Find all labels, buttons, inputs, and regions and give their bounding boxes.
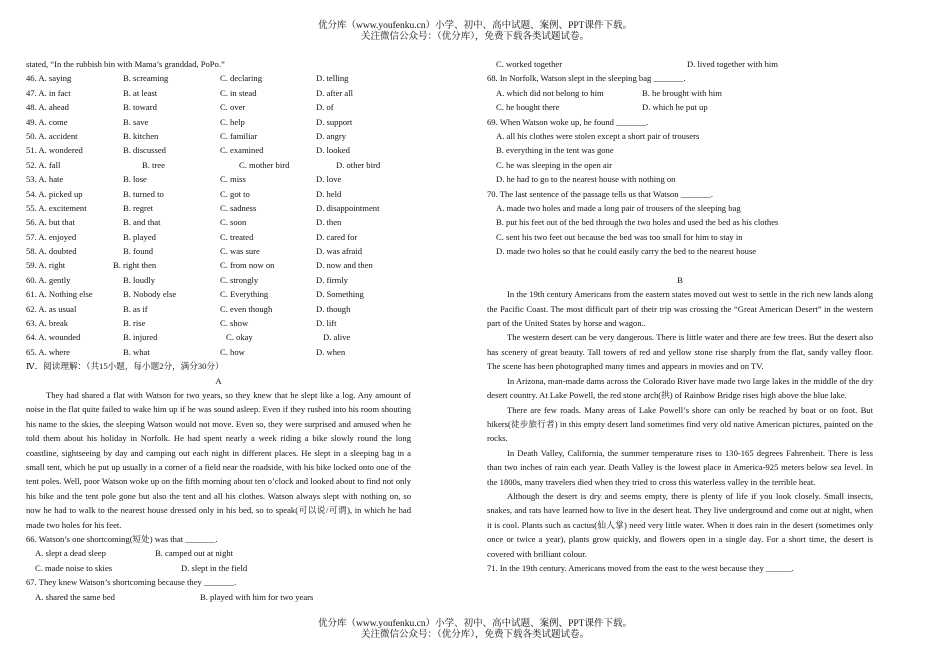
cloze-option: B. screaming	[123, 73, 169, 84]
page-header	[0, 21, 950, 43]
option-68a: A. which did not belong to him	[496, 87, 604, 98]
passage-a-title: A	[215, 375, 222, 386]
passage-b-paragraph: There are few roads. Many areas of Lake Powell’s shore can only be reached by boat or on foot. But hikers(徒步旅行者) in this empty desert land sometimes find very old native American pictures, painted on the rocks.	[487, 404, 873, 444]
cloze-row	[26, 345, 411, 359]
cloze-option: B. played	[123, 231, 156, 242]
cloze-option: 56. A. but that	[26, 217, 75, 228]
cloze-option: D. of	[316, 102, 334, 113]
cloze-option: B. at least	[123, 87, 158, 98]
header-line-2: 关注微信公众号：（优分库），免费下载各类试题试卷。	[360, 32, 589, 42]
cloze-option: C. was sure	[220, 246, 260, 257]
cloze-option: B. and that	[123, 217, 161, 228]
cloze-option: 47. A. in fact	[26, 87, 71, 98]
question-66-options-row-1	[26, 546, 411, 560]
passage-b-title: B	[677, 274, 683, 285]
cloze-row	[26, 129, 411, 143]
option-66c: C. made noise to skies	[35, 562, 113, 573]
cloze-row	[26, 201, 411, 215]
cloze-option: B. rise	[123, 318, 146, 329]
cloze-option: 59. A. right	[26, 260, 66, 271]
cloze-option: 51. A. wondered	[26, 145, 83, 156]
question-68-options-row-2	[487, 100, 873, 114]
cloze-option: D. looked	[316, 145, 350, 156]
cloze-option: C. declaring	[220, 73, 262, 84]
cloze-option: 48. A. ahead	[26, 102, 69, 113]
option-67a: A. shared the same bed	[35, 591, 115, 602]
cloze-option: C. treated	[220, 231, 254, 242]
cloze-option: B. lose	[123, 174, 147, 185]
option-70c: C. sent his two feet out because the bed was too small for him to stay in	[496, 231, 743, 242]
option-69b: B. everything in the tent was gone	[496, 145, 614, 156]
cloze-option: C. how	[220, 346, 245, 357]
cloze-option: C. soon	[220, 217, 247, 228]
cloze-option: B. right then	[113, 260, 157, 271]
cloze-intro-line: stated, “In the rubbish bin with Mama’s granddad, PoPo.”	[26, 59, 225, 69]
cloze-row	[26, 330, 411, 344]
option-66a: A. slept a dead sleep	[35, 548, 106, 559]
passage-b-paragraph: In Death Valley, California, the summer temperature rises to 130-165 degrees Fahrenheit. There is less than two inches of rain each year. Death Valley is the lowest place in America-925 meters below sea level. In the 1800s, many travelers died when they tried to cross this waterless valley in the terrible heat.	[487, 447, 873, 487]
cloze-option: C. got to	[220, 188, 250, 199]
cloze-option: 65. A. where	[26, 346, 70, 357]
footer-line-2: 关注微信公众号：（优分库），免费下载各类试题试卷。	[360, 630, 589, 640]
question-69: 69. When Watson woke up, he found _______.	[487, 116, 649, 127]
cloze-option: C. even though	[220, 303, 273, 314]
footer-line-1: 优分库（www.youfenku.cn）小学、初中、高中试题、案例、PPT课件下载。	[318, 619, 632, 629]
cloze-option: D. support	[316, 116, 353, 127]
cloze-option: 60. A. gently	[26, 274, 71, 285]
question-66: 66. Watson’s one shortcoming(短处) was that _______.	[26, 534, 218, 545]
cloze-option: B. toward	[123, 102, 157, 113]
cloze-option: B. loudly	[123, 274, 155, 285]
cloze-option: C. show	[220, 318, 249, 329]
cloze-option: B. discussed	[123, 145, 166, 156]
question-70: 70. The last sentence of the passage tells us that Watson _______.	[487, 188, 713, 199]
option-66b: B. camped out at night	[155, 548, 234, 559]
cloze-option: C. miss	[220, 174, 246, 185]
cloze-row	[26, 100, 411, 114]
cloze-row	[26, 71, 411, 85]
cloze-option: C. familiar	[220, 130, 258, 141]
question-71: 71. In the 19th century. Americans moved from the east to the west because they ______.	[487, 562, 794, 573]
cloze-option: B. tree	[142, 159, 165, 170]
header-line-1: 优分库（www.youfenku.cn）小学、初中、高中试题、案例、PPT课件下载。	[318, 21, 632, 31]
cloze-row	[26, 244, 411, 258]
option-66d: D. slept in the field	[181, 562, 248, 573]
cloze-option: C. Everything	[220, 289, 269, 300]
cloze-option: D. firmly	[316, 274, 348, 285]
question-68: 68. In Norfolk, Watson slept in the sleeping bag _______.	[487, 73, 686, 84]
option-67d: D. lived together with him	[687, 59, 778, 69]
cloze-option: 57. A. enjoyed	[26, 231, 77, 242]
cloze-option: C. examined	[220, 145, 264, 156]
passage-b-paragraph: In Arizona, man-made dams across the Colorado River have made two large lakes in the middle of the dry desert country. At Lake Powell, the red stone arch(拱) of Rainbow Bridge rises high above the blue lake.	[487, 375, 873, 401]
cloze-option: B. turned to	[123, 188, 164, 199]
cloze-row	[26, 143, 411, 157]
cloze-option: D. held	[316, 188, 342, 199]
cloze-option: D. when	[316, 346, 346, 357]
cloze-option: D. was afraid	[316, 246, 363, 257]
cloze-option: B. Nobody else	[123, 289, 177, 300]
cloze-option: C. help	[220, 116, 245, 127]
cloze-option: 46. A. saying	[26, 73, 72, 84]
cloze-option: D. lift	[316, 318, 337, 329]
cloze-option: D. now and then	[316, 260, 373, 271]
cloze-row	[26, 187, 411, 201]
passage-b-paragraph: Although the desert is dry and seems empty, there is plenty of life if you look closely. Small insects, snakes, and rats have learned how to live in the desert heat. They live underground and come out at night, when it is cool. Plants such as cactus(仙人掌) need very little water. When it does rain in the desert (sometimes only once or twice a year), plants grow quickly, and flowers open in a single day. For a short time, the desert is covered with brilliant colour.	[487, 490, 873, 559]
cloze-option: B. as if	[123, 303, 148, 314]
cloze-option: 50. A. accident	[26, 130, 78, 141]
passage-b-paragraph: The western desert can be very dangerous. There is little water and there are few trees. But the desert also has scenery of great beauty. Tall towers of red and yellow stone rise sharply from the flat, sandy valley floor. The scene has been photographed many times and appears in movies and on TV.	[487, 332, 873, 372]
option-68d: D. which he put up	[642, 102, 708, 113]
cloze-option: D. disappointment	[316, 202, 380, 213]
cloze-option: D. Something	[316, 289, 364, 300]
cloze-option: 62. A. as usual	[26, 303, 77, 314]
cloze-option: C. okay	[226, 332, 253, 343]
passage-b-paragraph: In the 19th century Americans from the eastern states moved out west to settle in the rich new lands along the Pacific Coast. The most difficult part of their trip was crossing the “Great American Desert” in the western part of the United States by horse and wagon..	[487, 289, 873, 329]
cloze-row	[26, 158, 411, 172]
spacer	[487, 258, 873, 272]
option-67c: C. worked together	[496, 59, 563, 69]
cloze-option: B. save	[123, 116, 149, 127]
option-69a: A. all his clothes were stolen except a short pair of trousers	[496, 130, 700, 141]
cloze-option: 49. A. come	[26, 116, 68, 127]
option-69c: C. he was sleeping in the open air	[496, 159, 612, 170]
cloze-option: 58. A. doubted	[26, 246, 77, 257]
cloze-row	[26, 215, 411, 229]
cloze-row	[26, 273, 411, 287]
cloze-row	[26, 287, 411, 301]
cloze-option: D. angry	[316, 130, 347, 141]
question-67-options-row-1	[26, 590, 411, 604]
cloze-option: C. sadness	[220, 202, 257, 213]
option-70b: B. put his feet out of the bed through the two holes and used the bed as his clothes	[496, 217, 779, 228]
cloze-option: D. after all	[316, 87, 353, 98]
cloze-option: 53. A. hate	[26, 174, 64, 185]
cloze-option: 61. A. Nothing else	[26, 289, 93, 300]
cloze-option: 54. A. picked up	[26, 188, 83, 199]
cloze-option: D. then	[316, 217, 342, 228]
cloze-row	[26, 258, 411, 272]
cloze-option: C. over	[220, 102, 246, 113]
cloze-option: D. telling	[316, 73, 349, 84]
cloze-option: B. regret	[123, 202, 154, 213]
cloze-option: B. injured	[123, 332, 158, 343]
option-68b: B. he brought with him	[642, 87, 722, 98]
cloze-row	[26, 172, 411, 186]
option-70d: D. made two holes so that he could easily carry the bed to the nearest house	[496, 246, 757, 257]
cloze-option: 55. A. excitement	[26, 202, 87, 213]
left-column	[26, 57, 411, 604]
cloze-option: D. other bird	[336, 159, 381, 170]
cloze-row	[26, 302, 411, 316]
reading-section-heading: Ⅳ．阅读理解：（共15小题，每小题2分，满分30分）	[26, 361, 224, 372]
page-footer	[0, 619, 950, 641]
option-69d: D. he had to go to the nearest house with nothing on	[496, 174, 676, 185]
cloze-option: C. mother bird	[239, 159, 290, 170]
option-67b: B. played with him for two years	[200, 591, 314, 602]
cloze-option: 52. A. fall	[26, 159, 61, 170]
cloze-row	[26, 86, 411, 100]
question-67-options-row-2	[487, 57, 873, 71]
right-column	[487, 57, 873, 575]
passage-a-text: They had shared a flat with Watson for two years, so they knew that he slept like a log. Any amount of noise in the flat quite failed to wake him up if he was sound asleep. Even if they rushed into his room shouting his name to the skies, the sleeping Watson would not move. Even so, they were surprised and amused when he told them about his holiday in Norfolk. He had spent nearly a week riding a bike slowly round the long coastline, sightseeing by day and camping out each night in different places. He slept in a sleeping bag in a small tent, which he put up usually in a corner of a field near the roadside, with his bike locked onto one of the tent poles. Well, poor Watson woke up on the fifth morning about ten o’clock and looked about to find not only his bike and the tent pole gone but also the tent and all his clothes. Watson always slept with nothing on, so now he had to walk to the nearest house dressed only in his bed, so to speak(可以说/可谓), in which he had made two holes for his feet.	[26, 389, 411, 530]
cloze-option: C. strongly	[220, 274, 259, 285]
cloze-option: D. cared for	[316, 231, 358, 242]
cloze-option: C. from now on	[220, 260, 275, 271]
cloze-row	[26, 230, 411, 244]
cloze-option: D. love	[316, 174, 342, 185]
cloze-option: B. found	[123, 246, 154, 257]
cloze-option: C. in stead	[220, 87, 257, 98]
cloze-option: B. kitchen	[123, 130, 159, 141]
cloze-options-list	[26, 71, 411, 359]
cloze-option: D. alive	[323, 332, 351, 343]
question-66-options-row-2	[26, 561, 411, 575]
cloze-option: D. though	[316, 303, 351, 314]
option-68c: C. he bought there	[496, 102, 560, 113]
cloze-option: 64. A. wounded	[26, 332, 81, 343]
cloze-option: 63. A. break	[26, 318, 69, 329]
option-70a: A. made two holes and made a long pair of trousers of the sleeping bag	[496, 202, 741, 213]
cloze-row	[26, 115, 411, 129]
question-67: 67. They knew Watson’s shortcoming because they _______.	[26, 577, 237, 588]
cloze-option: B. what	[123, 346, 150, 357]
question-68-options-row-1	[487, 86, 873, 100]
cloze-row	[26, 316, 411, 330]
